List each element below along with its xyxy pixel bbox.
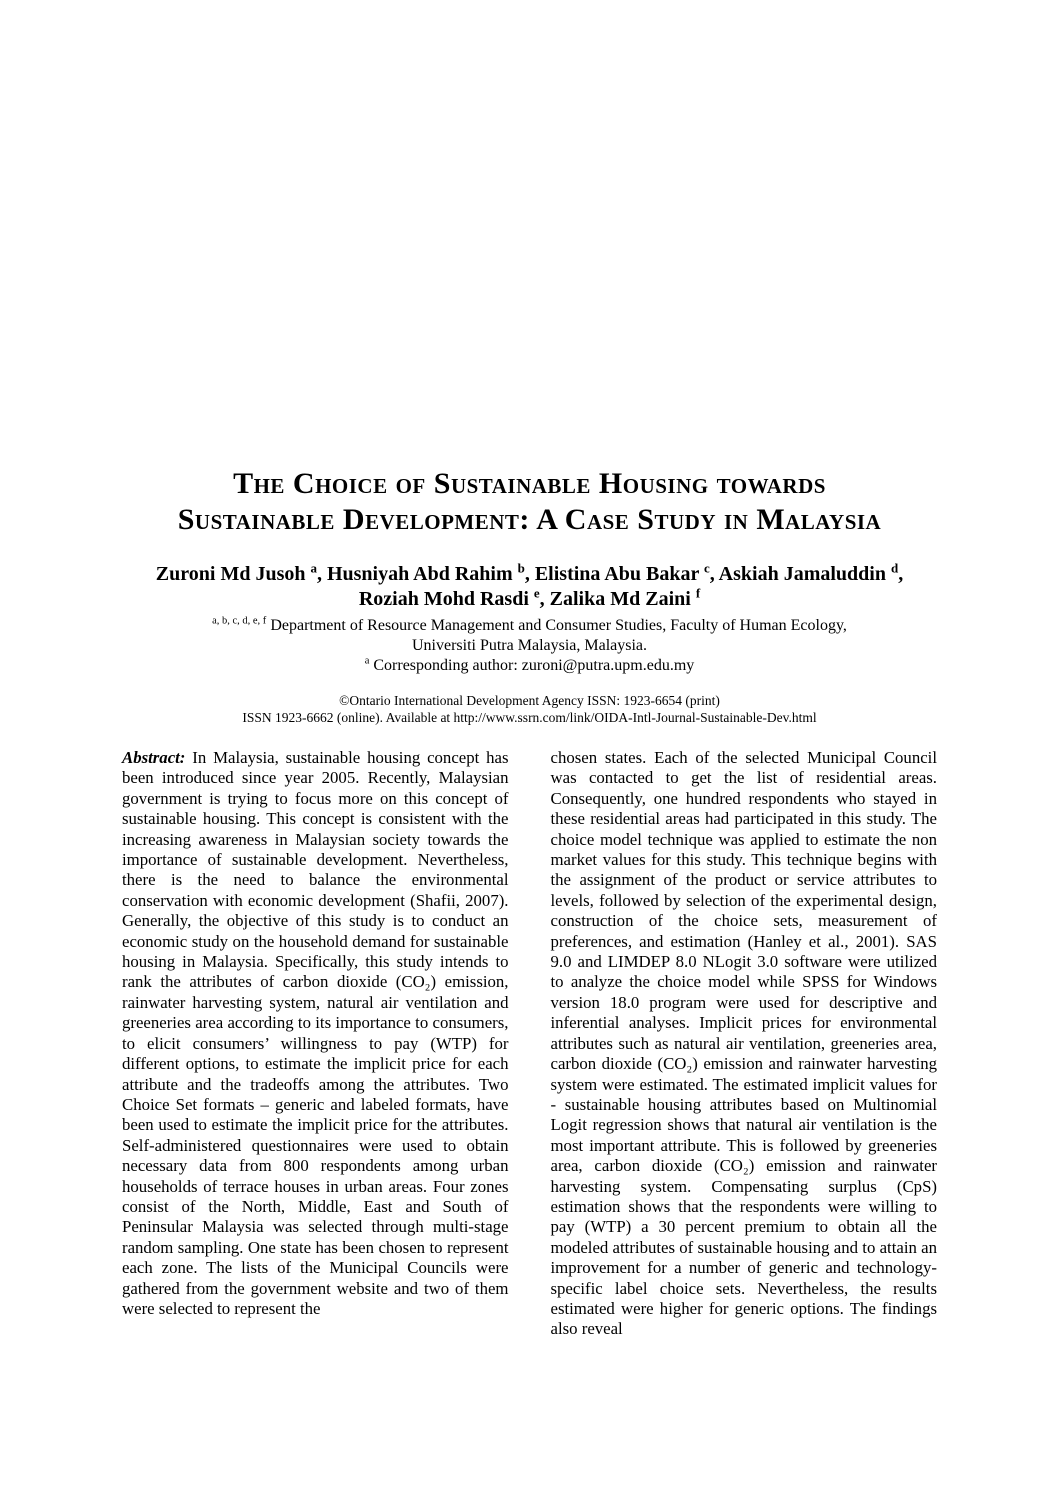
affiliation-superscript-marks: a, b, c, d, e, f — [212, 615, 267, 627]
affiliation-line — [122, 616, 937, 636]
author-name: Elistina Abu Bakar — [534, 563, 704, 585]
abstract-columns — [122, 748, 937, 1340]
author-name: Husniyah Abd Rahim — [326, 563, 518, 585]
abstract-right-column — [551, 748, 938, 1340]
author-name: Zalika Md Zaini — [549, 588, 696, 610]
author-name: Zuroni Md Jusoh — [155, 563, 311, 585]
author-superscript-mark: d — [890, 560, 899, 576]
author-name: Askiah Jamaluddin — [718, 563, 891, 585]
corresponding-superscript-mark: a — [364, 655, 370, 667]
author-list: Zuroni Md Jusoh $^a$, Husniyah Abd Rahim $^b$, Elistina Abu Bakar $^c$, Askiah Jamaluddin $^d$, Roziah Mohd Rasdi $^e$, Zalika Md Zaini $^f$ — [155, 560, 904, 610]
paper-header — [122, 466, 937, 726]
author-superscript-mark: e — [533, 585, 540, 601]
copyright-issn-print-line: ©Ontario International Development Agency ISSN: 1923-6654 (print) — [339, 693, 720, 708]
corresponding-author-text: Corresponding author: zuroni@putra.upm.edu.my — [369, 657, 695, 674]
author-superscript-mark: c — [703, 560, 710, 576]
abstract-text-right: chosen states. Each of the selected Municipal Council was contacted to get the list of residential areas. Consequently, one hundred respondents who stayed in these residential areas had participated in this study. The choice model technique was applied to estimate the non market values for this study. This technique begins with the assignment of the product or service attributes to levels, followed by selection of the experimental design, construction of the choice sets, measurement of preferences, and estimation (Hanley et al., 2001). SAS 9.0 and LIMDEP 8.0 NLogit 3.0 software were utilized to analyze the choice model while SPSS for Windows version 18.0 program were used for descriptive and inferential analyses. Implicit prices for environmental attributes such as natural air ventilation, greeneries area, carbon dioxide (CO₂) emission and rainwater harvesting system were estimated. The estimated implicit values for - sustainable housing attributes based on Multinomial Logit regression shows that natural air ventilation is the most important attribute. This is followed by greeneries area, carbon dioxide (CO₂) emission and rainwater harvesting system. Compensating surplus (CpS) estimation shows that the respondents were willing to pay (WTP) a 30 percent premium to obtain all the modeled attributes of sustainable housing and to attain an improvement for a number of generic and technology-specific label choice sets. Nevertheless, the results estimated were higher for generic options. The findings also reveal — [550, 748, 937, 1339]
paper-title — [122, 466, 937, 538]
author-superscript-mark: a — [310, 560, 317, 576]
copyright-block — [122, 692, 937, 726]
author-name: Roziah Mohd Rasdi — [358, 588, 534, 610]
corresponding-author-line — [122, 656, 937, 676]
paper-title-line1: The Choice of Sustainable Housing towards — [233, 467, 826, 500]
abstract-left-column — [122, 748, 509, 1340]
affiliation-text: Department of Resource Management and Consumer Studies, Faculty of Human Ecology, — [266, 617, 847, 634]
affiliation-line-2: Universiti Putra Malaysia, Malaysia. — [411, 637, 648, 654]
paper-title-line2: Sustainable Development: A Case Study in Malaysia — [177, 503, 882, 536]
abstract-label: Abstract: — [122, 748, 186, 767]
author-superscript-mark: b — [517, 560, 525, 576]
abstract-text-left: In Malaysia, sustainable housing concept has been introduced since year 2005. Recently, Malaysian government is trying to focus more on this concept of sustainable housing. This concept is consistent with the increasing awareness in Malaysian society towards the importance of sustainable development. Nevertheless, there is the need to balance the environmental conservation with economic development (Shafii, 2007). Generally, the objective of this study is to conduct an economic study on the household demand for sustainable housing in Malaysia. Specifically, this study intends to rank the attributes of carbon dioxide (CO₂) emission, rainwater harvesting system, natural air ventilation and greeneries area according to its importance to consumers, to elicit consumers’ willingness to pay (WTP) for different options, to estimate the implicit price for each attribute and the tradeoffs among the attributes. Two Choice Set formats – generic and labeled formats, have been used to estimate the implicit price for the attributes. Self-administered questionnaires were used to obtain necessary data from 800 respondents among urban households of terrace houses in urban areas. Four zones consist of the North, Middle, East and South of Peninsular Malaysia was selected through multi-stage random sampling. One state has been chosen to represent each zone. The lists of the Municipal Councils were gathered from the government website and two of them were selected to represent the — [122, 748, 509, 1318]
author-superscript-mark: f — [695, 585, 701, 601]
copyright-issn-online-line: ISSN 1923-6662 (online). Available at http://www.ssrn.com/link/OIDA-Intl-Journal-Sustainable-Dev.html — [242, 710, 817, 725]
